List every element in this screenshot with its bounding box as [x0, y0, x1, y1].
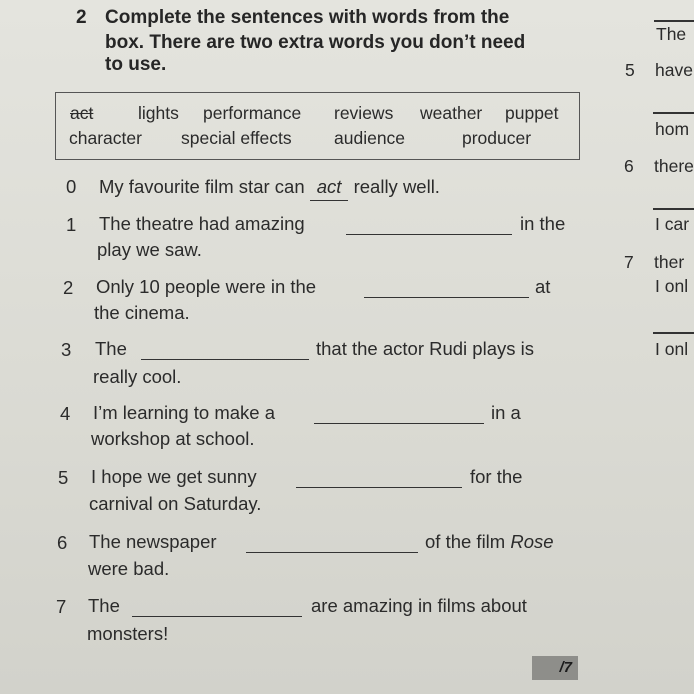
sentence-text: play we saw.: [97, 239, 202, 260]
sentence-text: Only 10 people were in the: [96, 276, 317, 297]
word-box: [55, 92, 580, 160]
example-after: really well.: [353, 176, 440, 197]
answer-blank[interactable]: [246, 534, 418, 553]
sentence-text: The: [95, 338, 127, 359]
right-column-number: 7: [624, 252, 634, 272]
sentence-text-part: of the film: [425, 531, 506, 552]
sentence-text: really cool.: [93, 366, 182, 387]
sentence-text: I hope we get sunny: [91, 466, 257, 487]
right-answer-line: [654, 20, 694, 22]
exercise-title-line1: Complete the sentences with words from the: [105, 7, 510, 28]
sentence-text: workshop at school.: [91, 428, 255, 449]
right-column-number: 6: [624, 156, 634, 176]
right-column-text: have: [655, 60, 693, 80]
word-box-word: act: [70, 103, 94, 123]
example-answer-blank: [310, 174, 349, 201]
sentence-text: in a: [491, 402, 521, 423]
right-column-text: I onl: [655, 276, 689, 296]
right-answer-line: [653, 332, 694, 334]
sentence-text: at: [535, 276, 551, 297]
score-box: /7: [532, 656, 578, 680]
sentence-text: the cinema.: [94, 302, 190, 323]
right-column-text: I onl: [655, 339, 689, 359]
sentence-text: were bad.: [88, 558, 170, 579]
sentence-text: are amazing in films about: [311, 595, 527, 616]
exercise-title-line2: box. There are two extra words you don’t need: [105, 32, 526, 53]
right-column-number: 5: [625, 60, 635, 80]
sentence-number: 1: [66, 214, 77, 235]
word-box-word: performance: [203, 103, 302, 123]
answer-blank[interactable]: [364, 279, 529, 298]
word-box-word: puppet: [505, 103, 559, 123]
sentence-text: for the: [470, 466, 523, 487]
sentence-text: The newspaper: [89, 531, 217, 552]
sentence-text: that the actor Rudi plays is: [316, 338, 534, 359]
sentence-text: carnival on Saturday.: [89, 493, 262, 514]
sentence-number: 5: [58, 467, 69, 488]
answer-blank[interactable]: [314, 405, 484, 424]
right-answer-line: [653, 208, 694, 210]
right-column-text: I car: [655, 214, 690, 234]
word-box-word: weather: [420, 103, 483, 123]
sentence-number: 0: [66, 176, 77, 197]
exercise-number: 2: [76, 7, 87, 28]
sentence-text: [425, 529, 554, 555]
exercise-title-line3: to use.: [105, 54, 167, 75]
answer-blank[interactable]: [296, 469, 462, 488]
sentence-text: The: [88, 595, 120, 616]
sentence-number: 7: [56, 596, 67, 617]
sentence-number: 2: [63, 277, 74, 298]
word-box-word: special effects: [181, 128, 292, 148]
right-column-text: there: [654, 156, 694, 176]
answer-blank[interactable]: [346, 216, 512, 235]
word-box-word: lights: [138, 103, 179, 123]
sentence-text: monsters!: [87, 623, 169, 644]
example-answer: act: [316, 176, 342, 197]
sentence-number: 3: [61, 339, 72, 360]
sentence-number: 6: [57, 532, 68, 553]
answer-blank[interactable]: [132, 598, 302, 617]
right-answer-line: [653, 112, 694, 114]
sentence-text: The theatre had amazing: [99, 213, 305, 234]
word-box-word: reviews: [334, 103, 394, 123]
word-box-word: audience: [334, 128, 406, 148]
right-column-text: hom: [655, 119, 690, 139]
sentence-text: I’m learning to make a: [93, 402, 276, 423]
right-column-text: ther: [654, 252, 685, 272]
word-box-word: producer: [462, 128, 532, 148]
sentence-number: 4: [60, 403, 71, 424]
right-column-text: The: [656, 24, 687, 44]
film-title: Rose: [510, 531, 554, 552]
sentence-text: in the: [520, 213, 566, 234]
example-sentence: [99, 174, 440, 201]
example-before: My favourite film star can: [99, 176, 305, 197]
answer-blank[interactable]: [141, 341, 309, 360]
word-box-word: character: [69, 128, 142, 148]
